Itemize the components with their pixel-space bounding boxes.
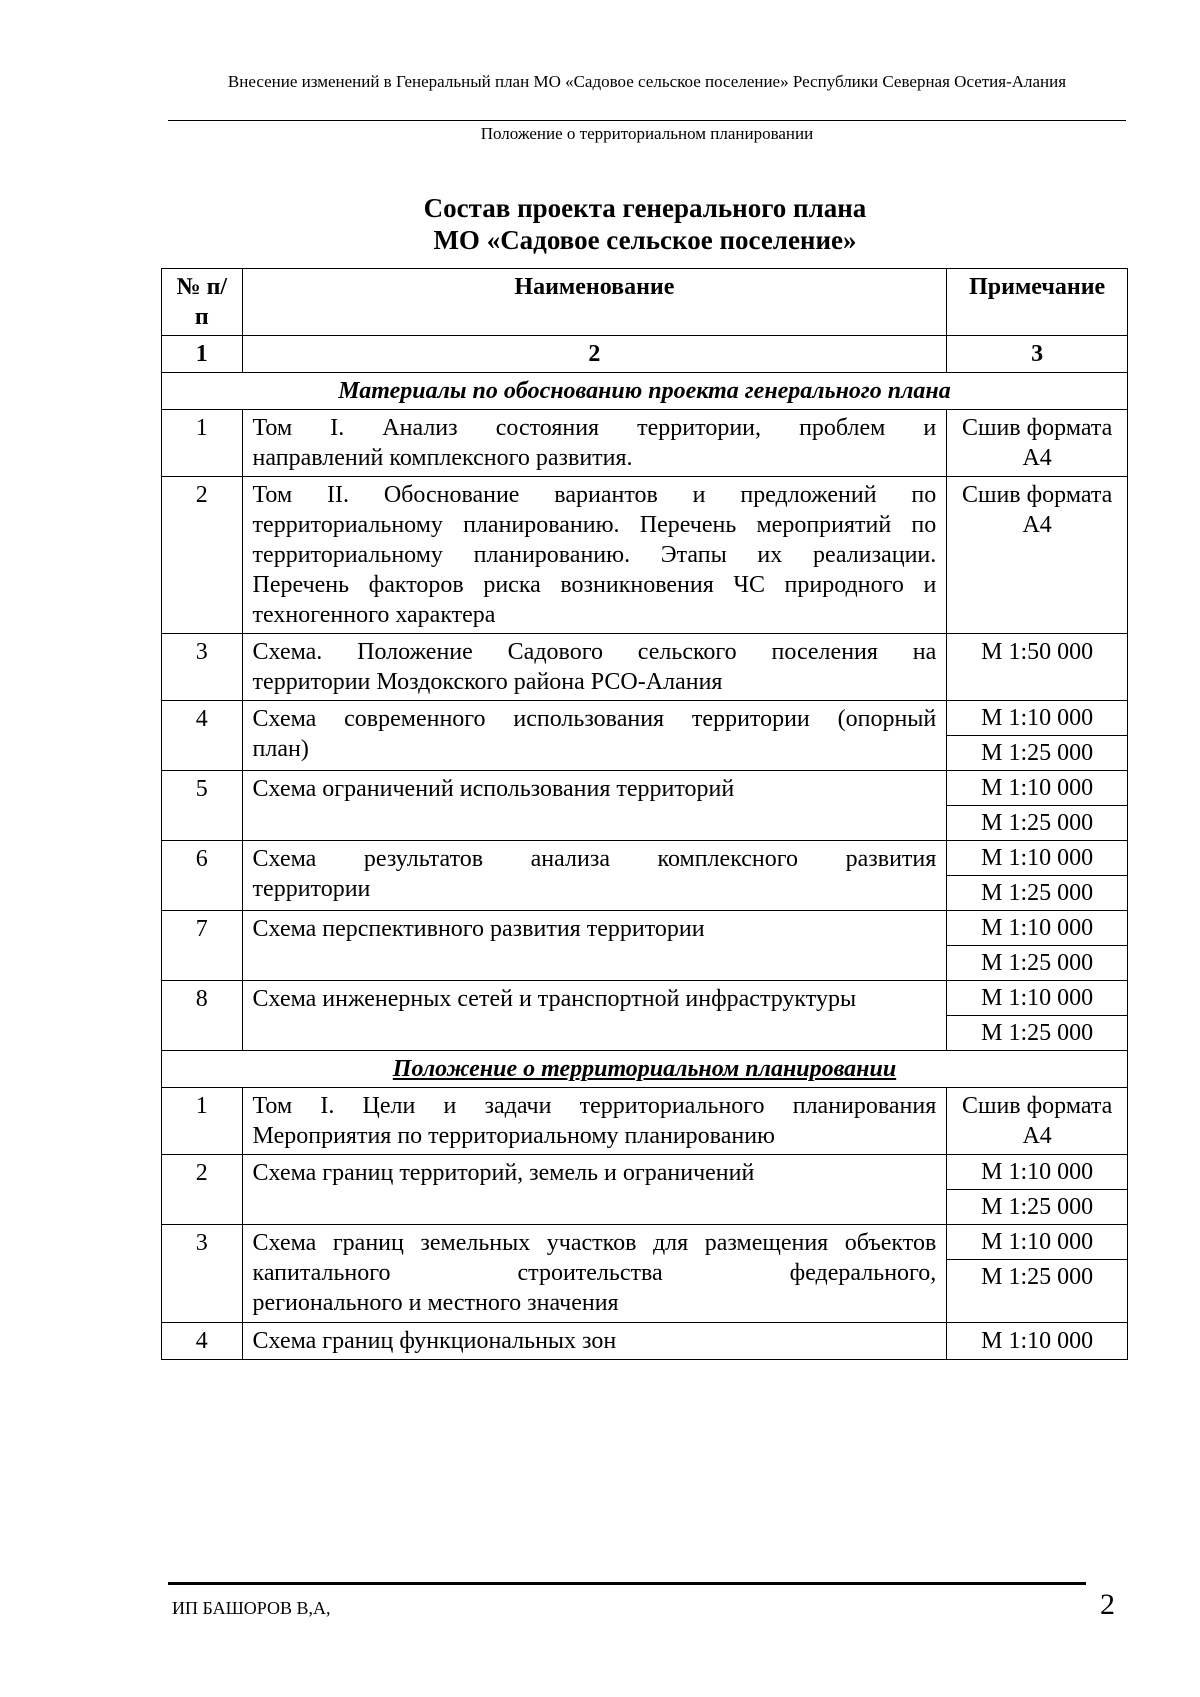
row-name: Схема границ функциональных зон <box>242 1323 947 1360</box>
row-name: Схема перспективного развития территории <box>242 911 947 981</box>
table-row <box>162 1225 1128 1260</box>
table-row <box>162 634 1128 701</box>
column-number-row <box>162 336 1128 373</box>
table-row <box>162 981 1128 1016</box>
page-title-line2: МО «Садовое сельское поселение» <box>433 225 857 255</box>
section-row <box>162 373 1128 410</box>
footer-divider <box>168 1582 1086 1585</box>
header-note: Примечание <box>947 269 1128 336</box>
row-note-scale-1: М 1:10 000 <box>947 1225 1128 1260</box>
header-num: № п/п <box>162 269 243 336</box>
header-divider <box>168 120 1126 121</box>
row-note: М 1:50 000 <box>947 634 1128 701</box>
row-name: Схема. Положение Садового сельского поселения на территории Моздокского района РСО-Алания <box>242 634 947 701</box>
colnum-3: 3 <box>947 336 1128 373</box>
row-num: 2 <box>162 1155 243 1225</box>
row-note-scale-2: М 1:25 000 <box>947 806 1128 841</box>
row-note-scale-2: М 1:25 000 <box>947 736 1128 771</box>
page-title <box>150 192 1140 256</box>
colnum-2: 2 <box>242 336 947 373</box>
row-name: Схема инженерных сетей и транспортной инфраструктуры <box>242 981 947 1051</box>
row-note-scale-1: М 1:10 000 <box>947 981 1128 1016</box>
row-note-scale-2: М 1:25 000 <box>947 1016 1128 1051</box>
row-name: Схема результатов анализа комплексного развития территории <box>242 841 947 911</box>
row-num: 3 <box>162 1225 243 1323</box>
row-num: 6 <box>162 841 243 911</box>
section-title: Положение о территориальном планировании <box>162 1051 1128 1088</box>
row-num: 7 <box>162 911 243 981</box>
row-num: 8 <box>162 981 243 1051</box>
row-note: М 1:10 000 <box>947 1323 1128 1360</box>
section-row <box>162 1051 1128 1088</box>
row-num: 1 <box>162 1088 243 1155</box>
footer-author: ИП БАШОРОВ В,А, <box>172 1598 331 1618</box>
table-row <box>162 1155 1128 1190</box>
row-note-scale-1: М 1:10 000 <box>947 1155 1128 1190</box>
row-note-scale-2: М 1:25 000 <box>947 1190 1128 1225</box>
row-name: Том I. Цели и задачи территориального планирования Мероприятия по территориальному планированию <box>242 1088 947 1155</box>
table-row <box>162 1323 1128 1360</box>
running-header-subtitle: Положение о территориальном планировании <box>480 124 814 143</box>
row-note-scale-1: М 1:10 000 <box>947 771 1128 806</box>
row-name: Схема ограничений использования территорий <box>242 771 947 841</box>
row-num: 3 <box>162 634 243 701</box>
table-header-row <box>162 269 1128 336</box>
table-row <box>162 701 1128 736</box>
running-header-title: Внесение изменений в Генеральный план МО «Садовое сельское поселение» Республики Северная Осетия-Алания <box>227 72 1067 91</box>
row-note-scale-2: М 1:25 000 <box>947 1260 1128 1323</box>
row-note-scale-1: М 1:10 000 <box>947 911 1128 946</box>
row-note-scale-2: М 1:25 000 <box>947 946 1128 981</box>
colnum-1: 1 <box>162 336 243 373</box>
row-num: 4 <box>162 1323 243 1360</box>
table-row <box>162 477 1128 634</box>
table-row <box>162 410 1128 477</box>
row-name: Схема границ территорий, земель и ограничений <box>242 1155 947 1225</box>
row-name: Том II. Обоснование вариантов и предложений по территориальному планированию. Перечень мероприятий по территориальному планированию. Этапы их реализации. Перечень факторов риска возникновения ЧС природного и техногенного характера <box>242 477 947 634</box>
row-num: 1 <box>162 410 243 477</box>
row-name: Том I. Анализ состояния территории, проблем и направлений комплексного развития. <box>242 410 947 477</box>
header-name: Наименование <box>242 269 947 336</box>
row-name: Схема современного использования территории (опорный план) <box>242 701 947 771</box>
page-number: 2 <box>1100 1588 1115 1621</box>
row-note-scale-1: М 1:10 000 <box>947 701 1128 736</box>
row-num: 4 <box>162 701 243 771</box>
section-title: Материалы по обоснованию проекта генерального плана <box>162 373 1128 410</box>
row-note: Сшив формата А4 <box>947 477 1128 634</box>
page-title-line1: Состав проекта генерального плана <box>423 193 867 223</box>
table-row <box>162 911 1128 946</box>
row-num: 2 <box>162 477 243 634</box>
row-note: Сшив формата А4 <box>947 410 1128 477</box>
table-row <box>162 1088 1128 1155</box>
table-row <box>162 771 1128 806</box>
row-note-scale-2: М 1:25 000 <box>947 876 1128 911</box>
composition-table <box>161 268 1128 1360</box>
row-note-scale-1: М 1:10 000 <box>947 841 1128 876</box>
row-note: Сшив формата А4 <box>947 1088 1128 1155</box>
row-name: Схема границ земельных участков для размещения объектов капитального строительства федерального, регионального и местного значения <box>242 1225 947 1323</box>
table-row <box>162 841 1128 876</box>
row-num: 5 <box>162 771 243 841</box>
